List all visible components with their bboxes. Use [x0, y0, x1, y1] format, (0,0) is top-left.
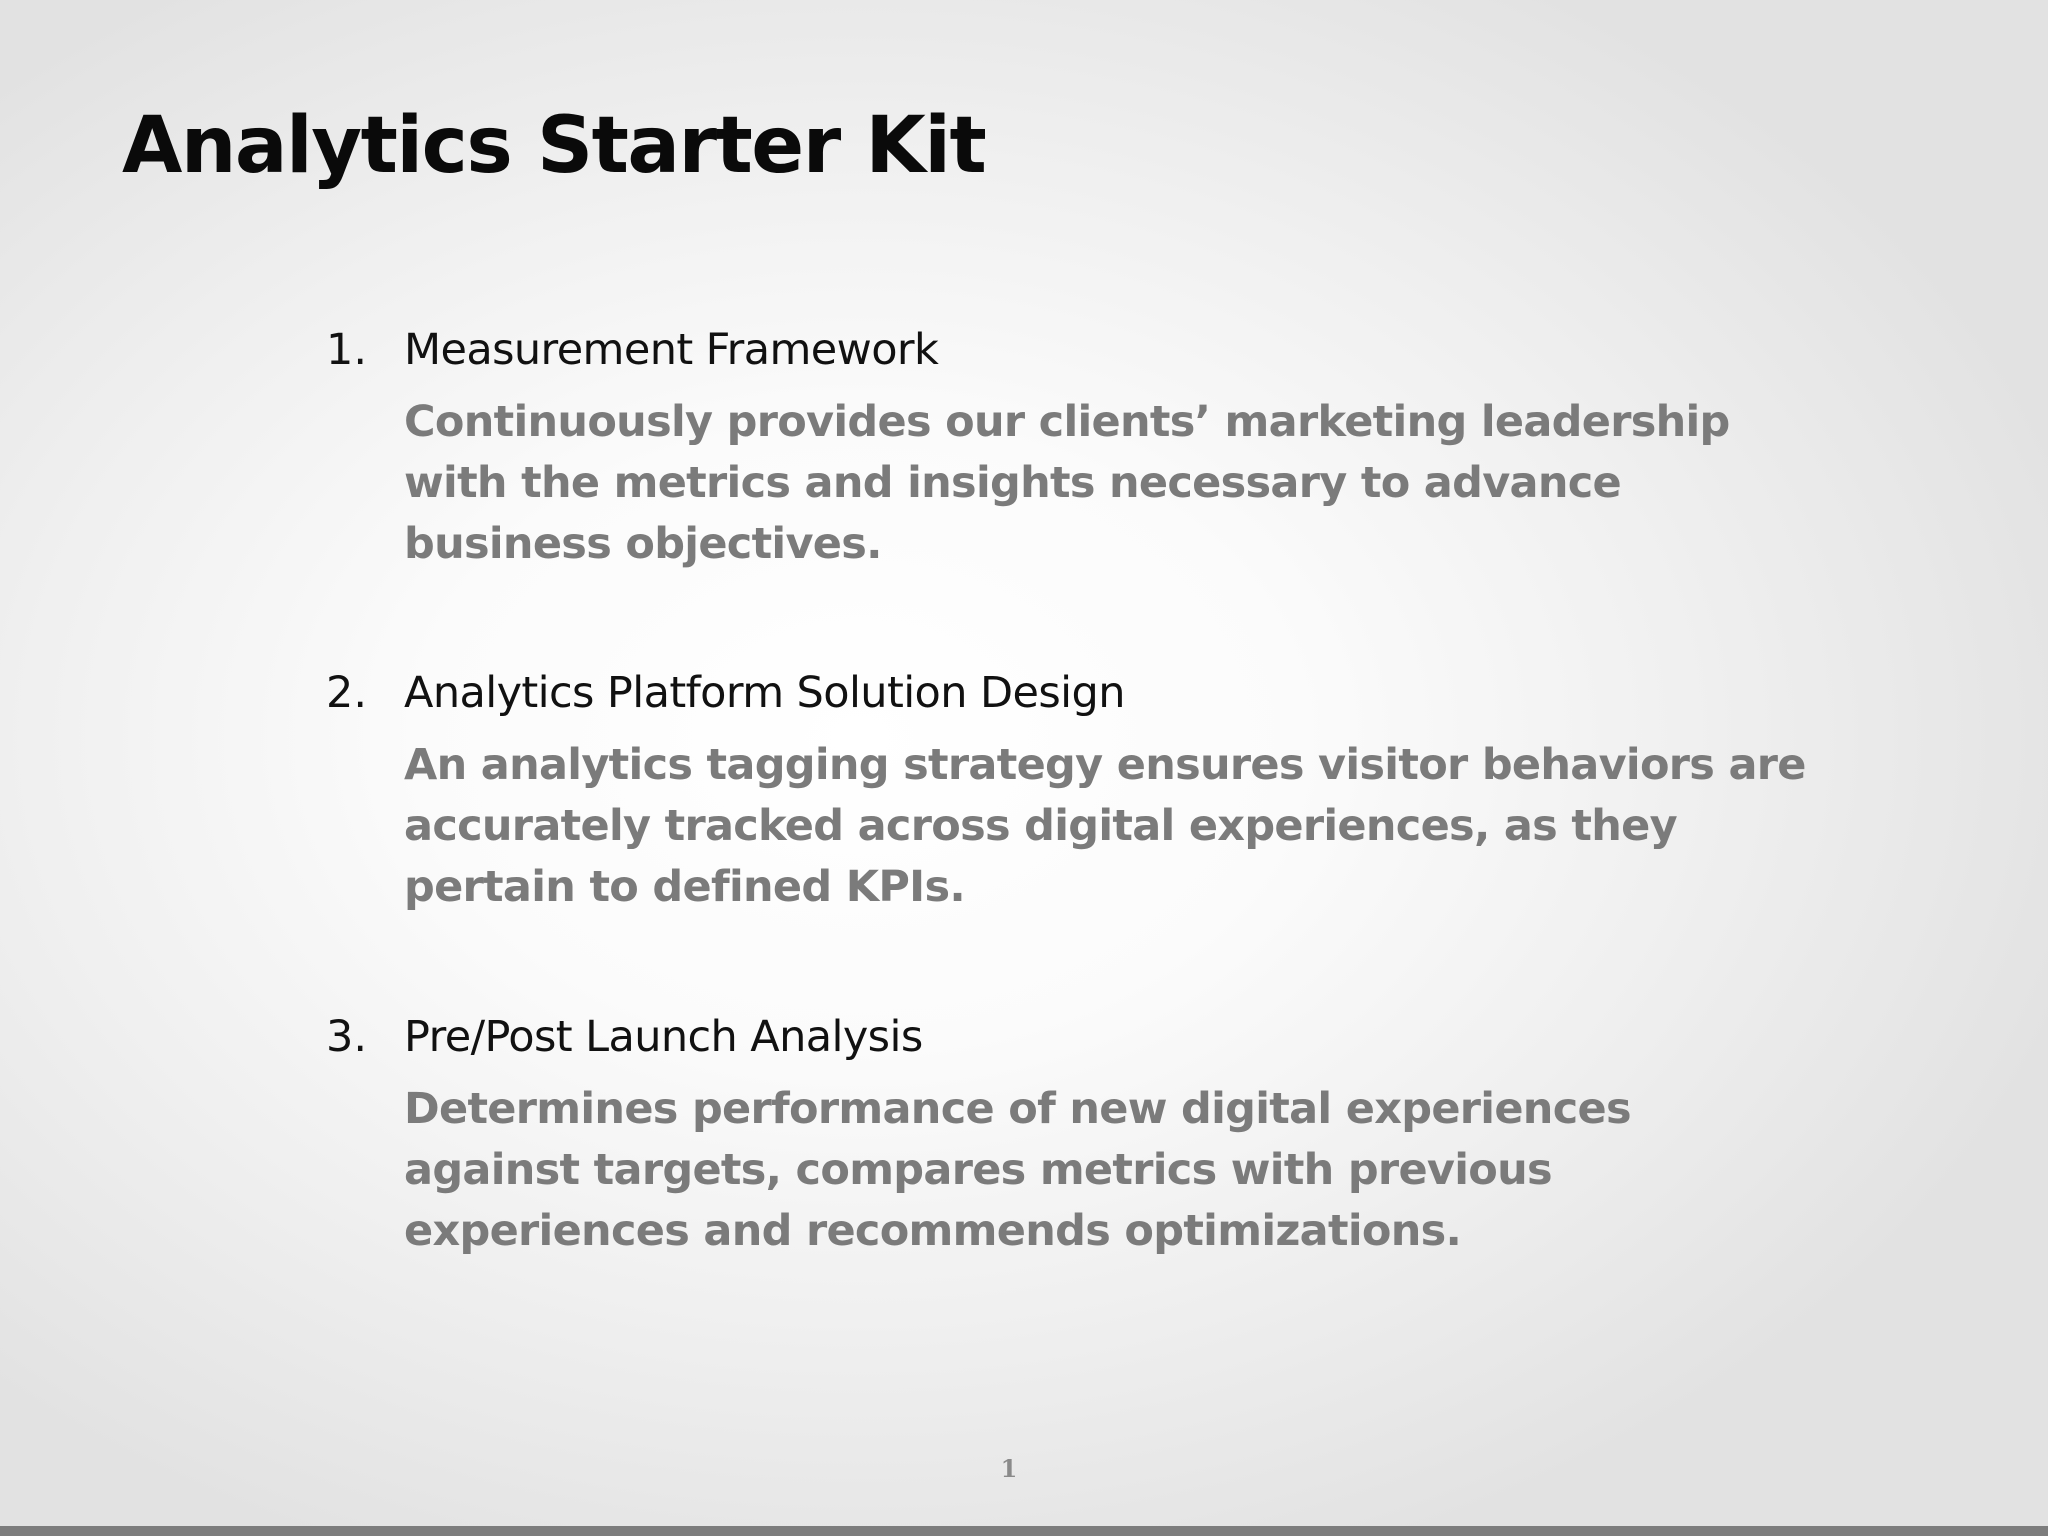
description-line: against targets, compares metrics with previous [404, 1145, 1552, 1195]
page-number: 1 [1000, 1454, 1018, 1483]
list-item-number: 2. [326, 668, 368, 718]
description-line: Continuously provides our clients’ marketing leadership [404, 397, 1730, 447]
list-item-header [326, 1009, 1726, 1065]
list-item-heading: Analytics Platform Solution Design [404, 668, 1125, 718]
list-item-number: 1. [326, 325, 368, 375]
list-item-header [326, 665, 1726, 721]
bottom-divider-bar [0, 1526, 2048, 1536]
list-item-description [404, 735, 1806, 918]
list-item-description [404, 392, 1730, 575]
description-line: pertain to defined KPIs. [404, 862, 965, 912]
description-line: experiences and recommends optimizations. [404, 1206, 1462, 1256]
list-item-heading: Pre/Post Launch Analysis [404, 1012, 923, 1062]
list-item-number: 3. [326, 1012, 368, 1062]
description-line: An analytics tagging strategy ensures visitor behaviors are [404, 740, 1806, 790]
description-line: business objectives. [404, 519, 882, 569]
list-item-description [404, 1079, 1726, 1262]
description-line: Determines performance of new digital experiences [404, 1084, 1631, 1134]
list-item [326, 665, 1806, 918]
list-item-heading: Measurement Framework [404, 325, 939, 375]
slide-title: Analytics Starter Kit [122, 101, 986, 191]
list-item [326, 1009, 1726, 1262]
list-item [326, 322, 1730, 575]
description-line: accurately tracked across digital experiences, as they [404, 801, 1677, 851]
list-item-header [326, 322, 1726, 378]
description-line: with the metrics and insights necessary to advance [404, 458, 1622, 508]
